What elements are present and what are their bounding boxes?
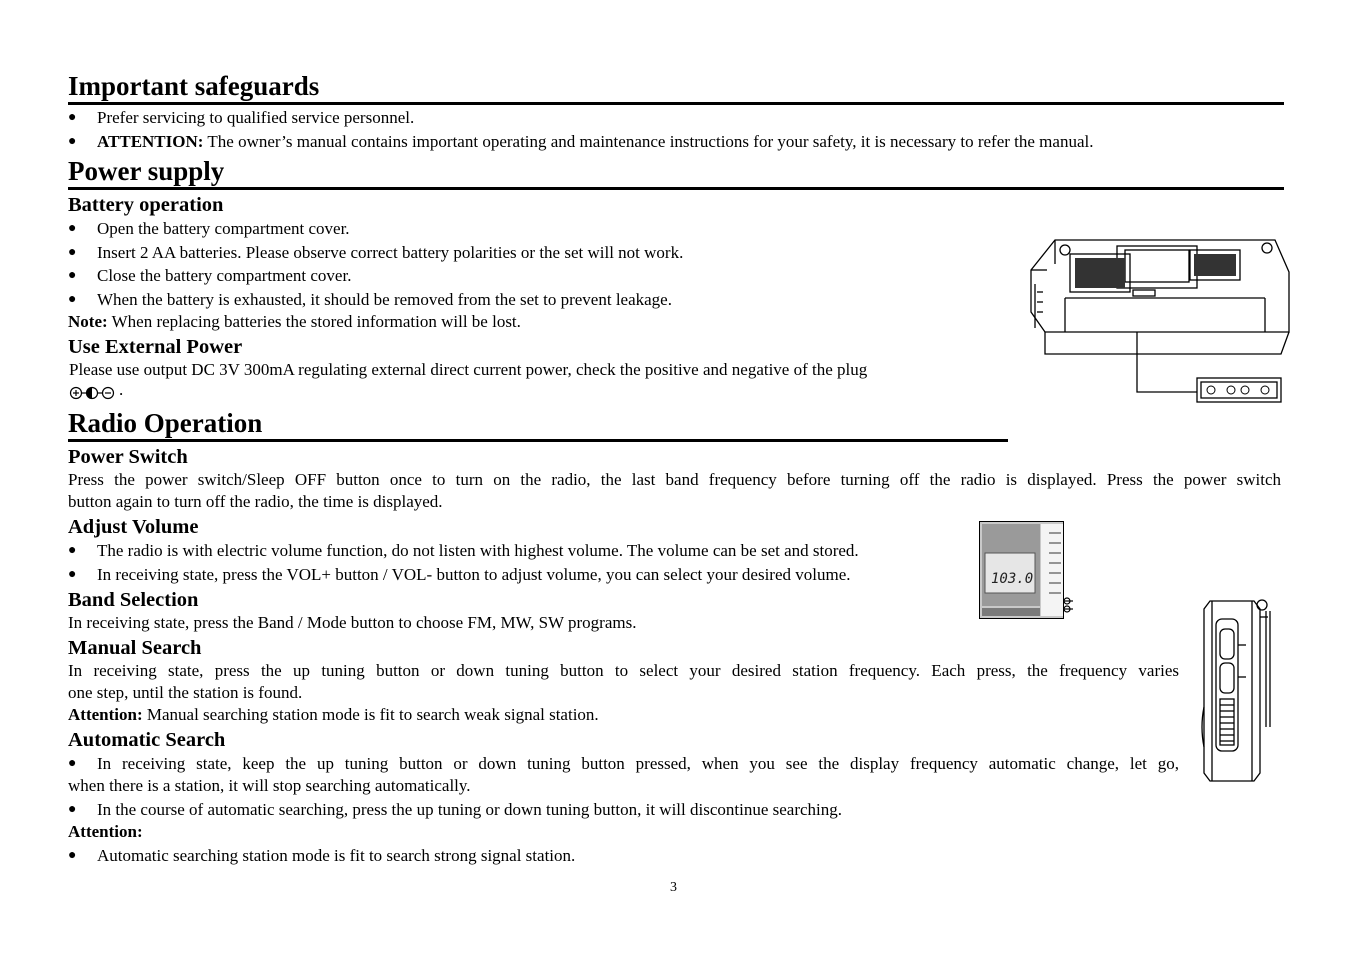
manual-search-attention [68, 704, 599, 726]
bullet-icon: ● [68, 543, 77, 558]
auto-search-attention-label [68, 821, 143, 843]
subsection-title-volume: Adjust Volume [68, 516, 199, 538]
bullet-icon: ● [68, 221, 77, 236]
plug-polarity-icon [69, 381, 119, 403]
section-rule [68, 187, 1284, 190]
bullet-icon: ● [68, 756, 77, 771]
list-item [97, 131, 1093, 153]
radio-front-panel-illustration [979, 521, 1083, 621]
bullet-icon: ● [68, 292, 77, 307]
subsection-title-automatic-search: Automatic Search [68, 729, 226, 751]
list-item: In receiving state, press the VOL+ button / VOL- button to adjust volume, you can select your desired volume. [97, 565, 851, 584]
list-item: When the battery is exhausted, it should be removed from the set to prevent leakage. [97, 290, 672, 309]
bullet-icon: ● [68, 848, 77, 863]
bullet-icon: ● [68, 802, 77, 817]
section-title-safeguards: Important safeguards [68, 71, 320, 101]
subsection-title-battery: Battery operation [68, 194, 224, 216]
list-item: Open the battery compartment cover. [97, 219, 350, 238]
external-power-text: Please use output DC 3V 300mA regulating external direct current power, check the positive and negative of the plug [69, 360, 868, 379]
note-text: When replacing batteries the stored information will be lost. [111, 312, 521, 331]
power-switch-line-1: Press the power switch/Sleep OFF button once to turn on the radio, the last band frequency before turning off the radio is displayed. Press the power switch [68, 470, 1281, 489]
subsection-title-manual-search: Manual Search [68, 637, 202, 659]
page-number: 3 [670, 880, 677, 895]
subsection-title-external-power: Use External Power [68, 336, 243, 358]
bullet-icon: ● [68, 268, 77, 283]
list-item: The radio is with electric volume function, do not listen with highest volume. The volume can be set and stored. [97, 541, 859, 560]
attention-label: Attention: [68, 705, 143, 724]
attention-label: Attention: [68, 822, 143, 841]
list-item: Automatic searching station mode is fit to search strong signal station. [97, 846, 576, 865]
list-item: In the course of automatic searching, press the up tuning or down tuning button, it will discontinue searching. [97, 800, 843, 819]
section-title-power-supply: Power supply [68, 156, 225, 186]
subsection-title-band: Band Selection [68, 589, 199, 611]
display-frequency: 103.0 [991, 571, 1034, 587]
manual-search-line-2: one step, until the station is found. [68, 683, 303, 702]
radio-side-view-illustration [1198, 597, 1274, 785]
battery-note [68, 311, 521, 333]
section-rule [68, 102, 1284, 105]
list-item: Close the battery compartment cover. [97, 266, 352, 285]
bullet-icon: ● [68, 110, 77, 125]
power-switch-line-2: button again to turn off the radio, the time is displayed. [68, 492, 443, 511]
bullet-icon: ● [68, 567, 77, 582]
manual-search-line-1: In receiving state, press the up tuning button or down tuning button to select your desired station frequency. Each press, the frequency varies [68, 661, 1179, 680]
auto-search-item-1-line-2: when there is a station, it will stop searching automatically. [68, 776, 471, 795]
battery-compartment-illustration [1025, 232, 1293, 404]
attention-text: Manual searching station mode is fit to search weak signal station. [146, 705, 599, 724]
bullet-icon: ● [68, 134, 77, 149]
attention-label: ATTENTION: [97, 132, 204, 151]
plug-period: . [119, 380, 124, 399]
bullet-icon: ● [68, 245, 77, 260]
plug-polarity-line [69, 381, 123, 403]
section-rule [68, 439, 1008, 442]
section-title-radio-operation: Radio Operation [68, 408, 263, 438]
subsection-title-power-switch: Power Switch [68, 446, 188, 468]
attention-text: The owner’s manual contains important operating and maintenance instructions for your safety, it is necessary to refer the manual. [207, 132, 1094, 151]
list-item: Insert 2 AA batteries. Please observe correct battery polarities or the set will not work. [97, 243, 684, 262]
auto-search-item-1-line-1: In receiving state, keep the up tuning button or down tuning button pressed, when you see the display frequency automatic change, let go, [97, 754, 1179, 773]
note-label: Note: [68, 312, 108, 331]
list-item: Prefer servicing to qualified service personnel. [97, 108, 415, 127]
band-text: In receiving state, press the Band / Mode button to choose FM, MW, SW programs. [68, 613, 637, 632]
